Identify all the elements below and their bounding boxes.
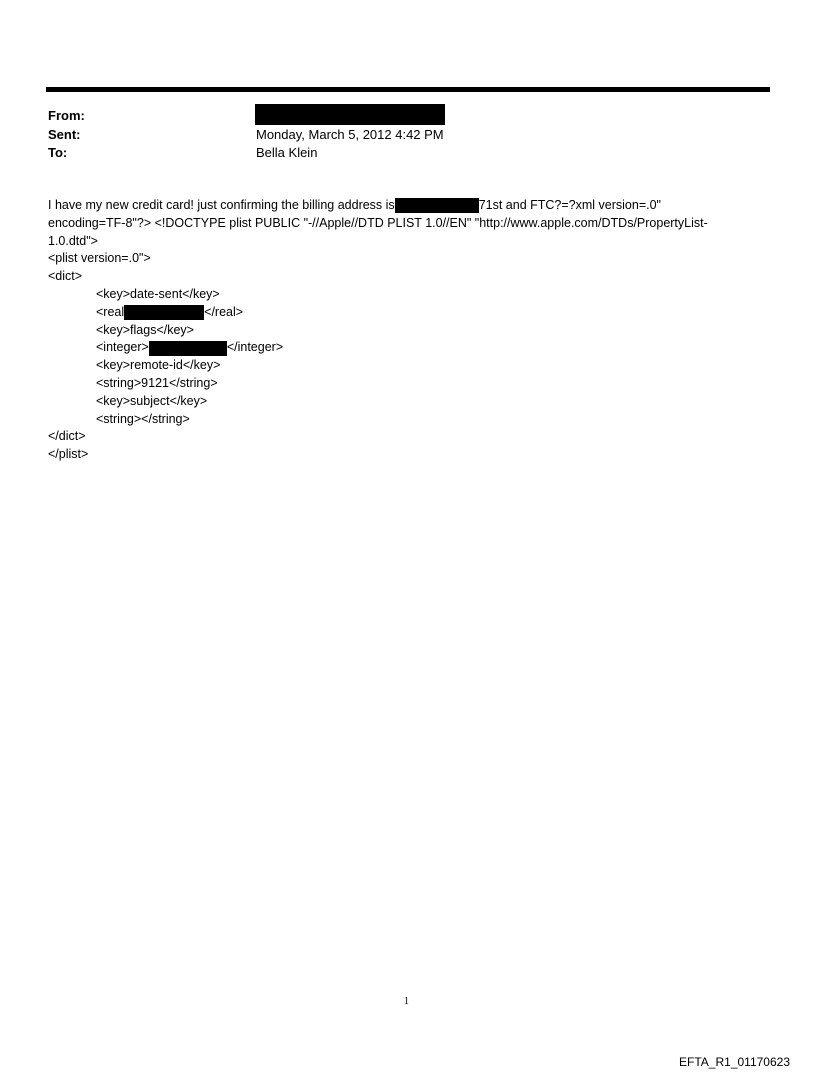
real-value-redaction — [124, 305, 204, 320]
body-line: </dict> — [48, 429, 86, 444]
body-line: <key>remote-id</key> — [96, 358, 221, 373]
body-line: <key>flags</key> — [96, 322, 194, 337]
body-line — [48, 339, 768, 357]
email-body — [48, 197, 768, 464]
body-text-segment: <integer> — [96, 340, 149, 355]
body-line: <string></string> — [96, 411, 190, 426]
integer-value-redaction — [149, 341, 227, 356]
body-line — [48, 197, 768, 215]
header-rule — [46, 87, 770, 92]
body-text-segment: </integer> — [226, 340, 284, 355]
to-value: Bella Klein — [256, 145, 318, 160]
sent-label: Sent: — [48, 127, 81, 142]
body-text-segment: <real — [96, 304, 125, 319]
from-redaction — [255, 104, 445, 125]
body-line: <plist version=.0"> — [48, 251, 151, 266]
body-line: 1.0.dtd"> — [48, 233, 98, 248]
body-line: <dict> — [48, 269, 83, 284]
bates-number: EFTA_R1_01170623 — [679, 1055, 790, 1069]
sent-value: Monday, March 5, 2012 4:42 PM — [256, 127, 444, 142]
address-redaction — [395, 198, 479, 213]
from-label: From: — [48, 108, 85, 123]
body-line: <key>subject</key> — [96, 393, 208, 408]
body-text-segment: 71st and FTC?=?xml version=.0" — [478, 198, 661, 212]
body-line: encoding=TF-8"?> <!DOCTYPE plist PUBLIC "-//Apple//DTD PLIST 1.0//EN" "http://www.apple.com/DTDs/PropertyList- — [48, 215, 708, 230]
body-line: <string>9121</string> — [96, 375, 218, 390]
body-line — [48, 304, 768, 322]
body-text-segment: </real> — [204, 304, 244, 319]
body-line: <key>date-sent</key> — [96, 286, 220, 301]
body-text-segment: I have my new credit card! just confirming the billing address is — [48, 198, 395, 212]
to-label: To: — [48, 145, 68, 160]
page-number: 1 — [404, 996, 409, 1007]
body-line: </plist> — [48, 447, 89, 462]
